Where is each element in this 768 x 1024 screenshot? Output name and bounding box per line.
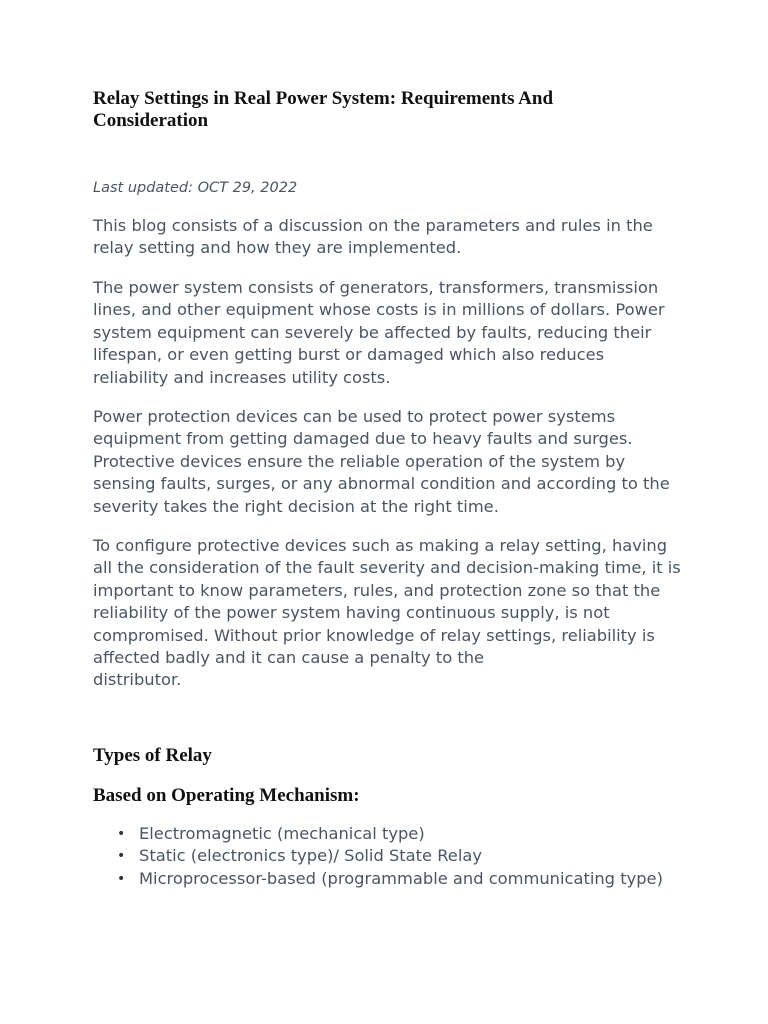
paragraph-protection-devices <box>93 406 673 518</box>
relay-types-list <box>93 823 663 890</box>
paragraph-configure <box>93 535 681 692</box>
paragraph-line: lines, and other equipment whose costs is in millions of dollars. Power <box>93 300 665 320</box>
article-title <box>93 88 673 132</box>
paragraph-intro <box>93 215 673 260</box>
paragraph-line: This blog consists of a discussion on the parameters and rules in the <box>93 216 653 235</box>
paragraph-line: Power protection devices can be used to protect power systems <box>93 407 616 426</box>
paragraph-line: The power system consists of generators, transformers, transmission <box>93 278 659 297</box>
bullet-icon: • <box>117 870 126 887</box>
paragraph-line: equipment from getting damaged due to heavy faults and surges. <box>93 429 633 449</box>
paragraph-line: sensing faults, surges, or any abnormal condition and according to the <box>93 474 670 494</box>
heading-types-of-relay: Types of Relay <box>93 745 212 766</box>
list-item-text: Microprocessor-based (programmable and communicating type) <box>139 868 663 888</box>
last-updated: Last updated: OCT 29, 2022 <box>93 180 298 196</box>
bullet-icon: • <box>117 848 126 865</box>
paragraph-line: To configure protective devices such as making a relay setting, having <box>93 536 668 555</box>
list-item <box>93 823 663 845</box>
paragraph-line: system equipment can severely be affected by faults, reducing their <box>93 322 652 342</box>
article-title-line-1: Relay Settings in Real Power System: Requirements And <box>93 88 554 109</box>
paragraph-line: affected badly and it can cause a penalty to the <box>93 648 485 668</box>
paragraph-power-system <box>93 277 673 389</box>
paragraph-line: severity takes the right decision at the right time. <box>93 496 499 516</box>
paragraph-line: lifespan, or even getting burst or damaged which also reduces <box>93 345 605 365</box>
article <box>93 88 681 888</box>
list-item <box>93 868 663 890</box>
paragraph-line: important to know parameters, rules, and protection zone so that the <box>93 580 661 600</box>
paragraph-line: compromised. Without prior knowledge of relay settings, reliability is <box>93 625 655 645</box>
paragraph-line: reliability and increases utility costs. <box>93 367 391 387</box>
paragraph-line: relay setting and how they are implemented. <box>93 238 462 258</box>
heading-operating-mechanism: Based on Operating Mechanism: <box>93 785 360 806</box>
article-title-line-2: Consideration <box>93 110 209 131</box>
paragraph-line: reliability of the power system having continuous supply, is not <box>93 603 610 623</box>
list-item-text: Electromagnetic (mechanical type) <box>139 824 425 843</box>
paragraph-line: all the consideration of the fault severity and decision-making time, it is <box>93 558 681 578</box>
bullet-icon: • <box>117 826 126 842</box>
list-item <box>93 845 663 867</box>
paragraph-line: Protective devices ensure the reliable operation of the system by <box>93 451 626 471</box>
paragraph-line: distributor. <box>93 670 182 690</box>
list-item-text: Static (electronics type)/ Solid State Relay <box>139 846 482 866</box>
